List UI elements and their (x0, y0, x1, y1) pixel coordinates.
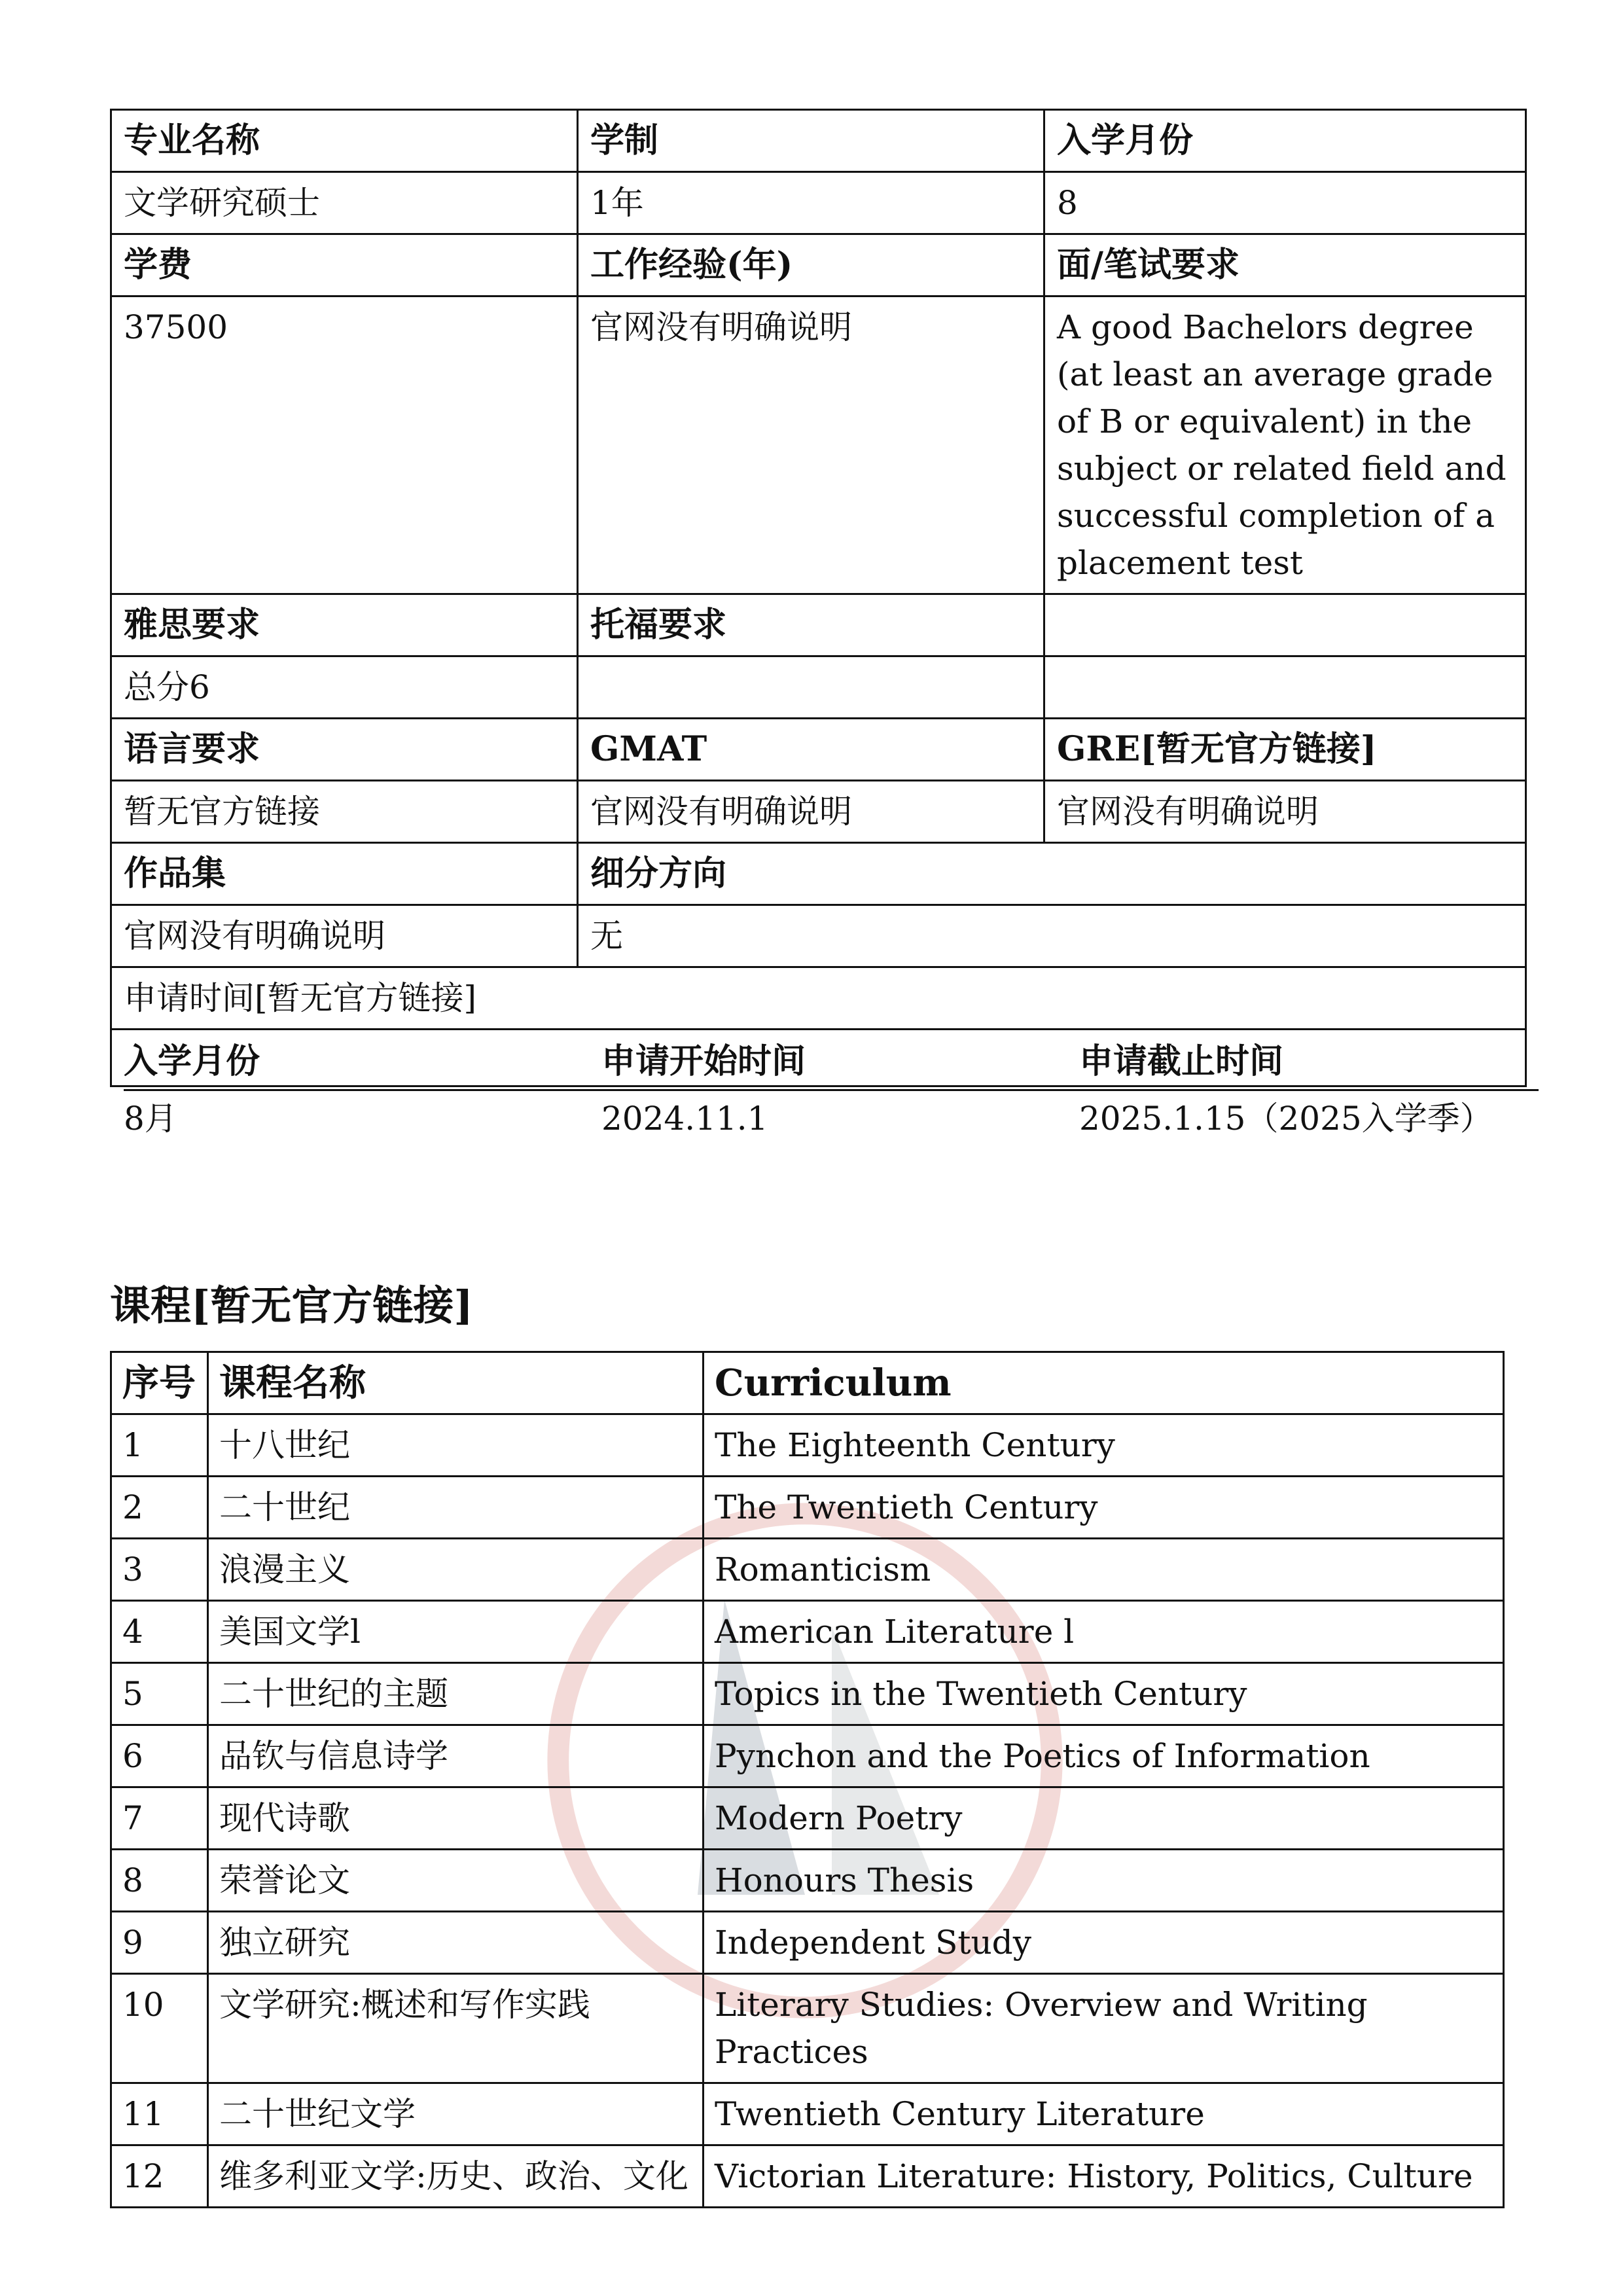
course-name-cn: 二十世纪 (208, 1477, 704, 1539)
gre-requirement: 官网没有明确说明 (1044, 781, 1526, 843)
empty-cell (1044, 594, 1526, 656)
header-course-name: 课程名称 (208, 1352, 704, 1414)
course-index: 8 (111, 1850, 208, 1912)
duration: 1年 (578, 172, 1044, 234)
course-name-cn: 二十世纪的主题 (208, 1663, 704, 1725)
app-end: 2025.1.15（2025入学季） (1079, 1100, 1493, 1138)
course-name-en: Pynchon and the Poetics of Information (704, 1725, 1504, 1787)
interview-requirement: A good Bachelors degree (at least an average grade of B or equivalent) in the subject or related field and successful completion of a placement test (1044, 296, 1526, 594)
header-program-name: 专业名称 (111, 110, 578, 172)
direction: 无 (578, 905, 1526, 967)
portfolio: 官网没有明确说明 (111, 905, 578, 967)
empty-cell (1044, 656, 1526, 719)
course-index: 6 (111, 1725, 208, 1787)
header-tuition: 学费 (111, 234, 578, 296)
course-name-cn: 浪漫主义 (208, 1539, 704, 1601)
toefl-requirement (578, 656, 1044, 719)
header-index: 序号 (111, 1352, 208, 1414)
application-time-label: 申请时间[暂无官方链接] (111, 967, 1526, 1030)
course-index: 11 (111, 2083, 208, 2145)
table-row (111, 1725, 1504, 1787)
course-name-en: The Eighteenth Century (704, 1414, 1504, 1477)
course-name-cn: 二十世纪文学 (208, 2083, 704, 2145)
course-name-en: The Twentieth Century (704, 1477, 1504, 1539)
intake-month: 8 (1044, 172, 1526, 234)
header-gre: GRE[暂无官方链接] (1044, 719, 1526, 781)
app-header-end: 申请截止时间 (1079, 1034, 1539, 1090)
course-name-en: Twentieth Century Literature (704, 2083, 1504, 2145)
ielts-requirement: 总分6 (111, 656, 578, 719)
course-index: 7 (111, 1787, 208, 1850)
table-row (111, 2145, 1504, 2208)
header-ielts: 雅思要求 (111, 594, 578, 656)
course-table (110, 1351, 1505, 2208)
course-name-en: Literary Studies: Overview and Writing Practices (704, 1974, 1504, 2083)
course-name-cn: 维多利亚文学:历史、政治、文化 (208, 2145, 704, 2208)
course-name-en: Independent Study (704, 1912, 1504, 1974)
header-curriculum: Curriculum (704, 1352, 1504, 1414)
course-name-cn: 现代诗歌 (208, 1787, 704, 1850)
program-info-table (110, 109, 1527, 1138)
header-direction: 细分方向 (578, 843, 1526, 905)
app-month: 8月 (124, 1100, 177, 1138)
course-index: 4 (111, 1601, 208, 1663)
course-index: 9 (111, 1912, 208, 1974)
course-name-cn: 独立研究 (208, 1912, 704, 1974)
header-toefl: 托福要求 (578, 594, 1044, 656)
table-row (111, 1601, 1504, 1663)
header-duration: 学制 (578, 110, 1044, 172)
course-index: 10 (111, 1974, 208, 2083)
course-name-cn: 十八世纪 (208, 1414, 704, 1477)
table-row (111, 1974, 1504, 2083)
course-index: 3 (111, 1539, 208, 1601)
course-name-cn: 品钦与信息诗学 (208, 1725, 704, 1787)
program-name: 文学研究硕士 (111, 172, 578, 234)
course-name-en: Modern Poetry (704, 1787, 1504, 1850)
course-name-en: Honours Thesis (704, 1850, 1504, 1912)
course-name-en: Victorian Literature: History, Politics, Culture (704, 2145, 1504, 2208)
gmat-requirement: 官网没有明确说明 (578, 781, 1044, 843)
course-index: 5 (111, 1663, 208, 1725)
table-row (111, 1663, 1504, 1725)
header-language: 语言要求 (111, 719, 578, 781)
course-index: 1 (111, 1414, 208, 1477)
application-schedule (111, 1030, 1526, 1138)
table-row (111, 2083, 1504, 2145)
course-name-cn: 荣誉论文 (208, 1850, 704, 1912)
table-row (111, 1539, 1504, 1601)
app-start: 2024.11.1 (601, 1100, 768, 1138)
course-index: 12 (111, 2145, 208, 2208)
course-name-en: Topics in the Twentieth Century (704, 1663, 1504, 1725)
course-index: 2 (111, 1477, 208, 1539)
course-name-en: American Literature l (704, 1601, 1504, 1663)
header-interview: 面/笔试要求 (1044, 234, 1526, 296)
tuition: 37500 (111, 296, 578, 594)
table-row (111, 1850, 1504, 1912)
table-row (111, 1414, 1504, 1477)
table-row (111, 1912, 1504, 1974)
app-header-month: 入学月份 (124, 1034, 601, 1090)
language-requirement: 暂无官方链接 (111, 781, 578, 843)
header-work-experience: 工作经验(年) (578, 234, 1044, 296)
app-header-start: 申请开始时间 (601, 1034, 1079, 1090)
course-name-cn: 文学研究:概述和写作实践 (208, 1974, 704, 2083)
courses-title: 课程[暂无官方链接] (110, 1282, 473, 1329)
course-name-cn: 美国文学l (208, 1601, 704, 1663)
header-portfolio: 作品集 (111, 843, 578, 905)
course-name-en: Romanticism (704, 1539, 1504, 1601)
work-experience: 官网没有明确说明 (578, 296, 1044, 594)
table-row (111, 1787, 1504, 1850)
application-schedule-table (124, 1034, 1539, 1146)
table-row (111, 1477, 1504, 1539)
header-intake-month: 入学月份 (1044, 110, 1526, 172)
header-gmat: GMAT (578, 719, 1044, 781)
